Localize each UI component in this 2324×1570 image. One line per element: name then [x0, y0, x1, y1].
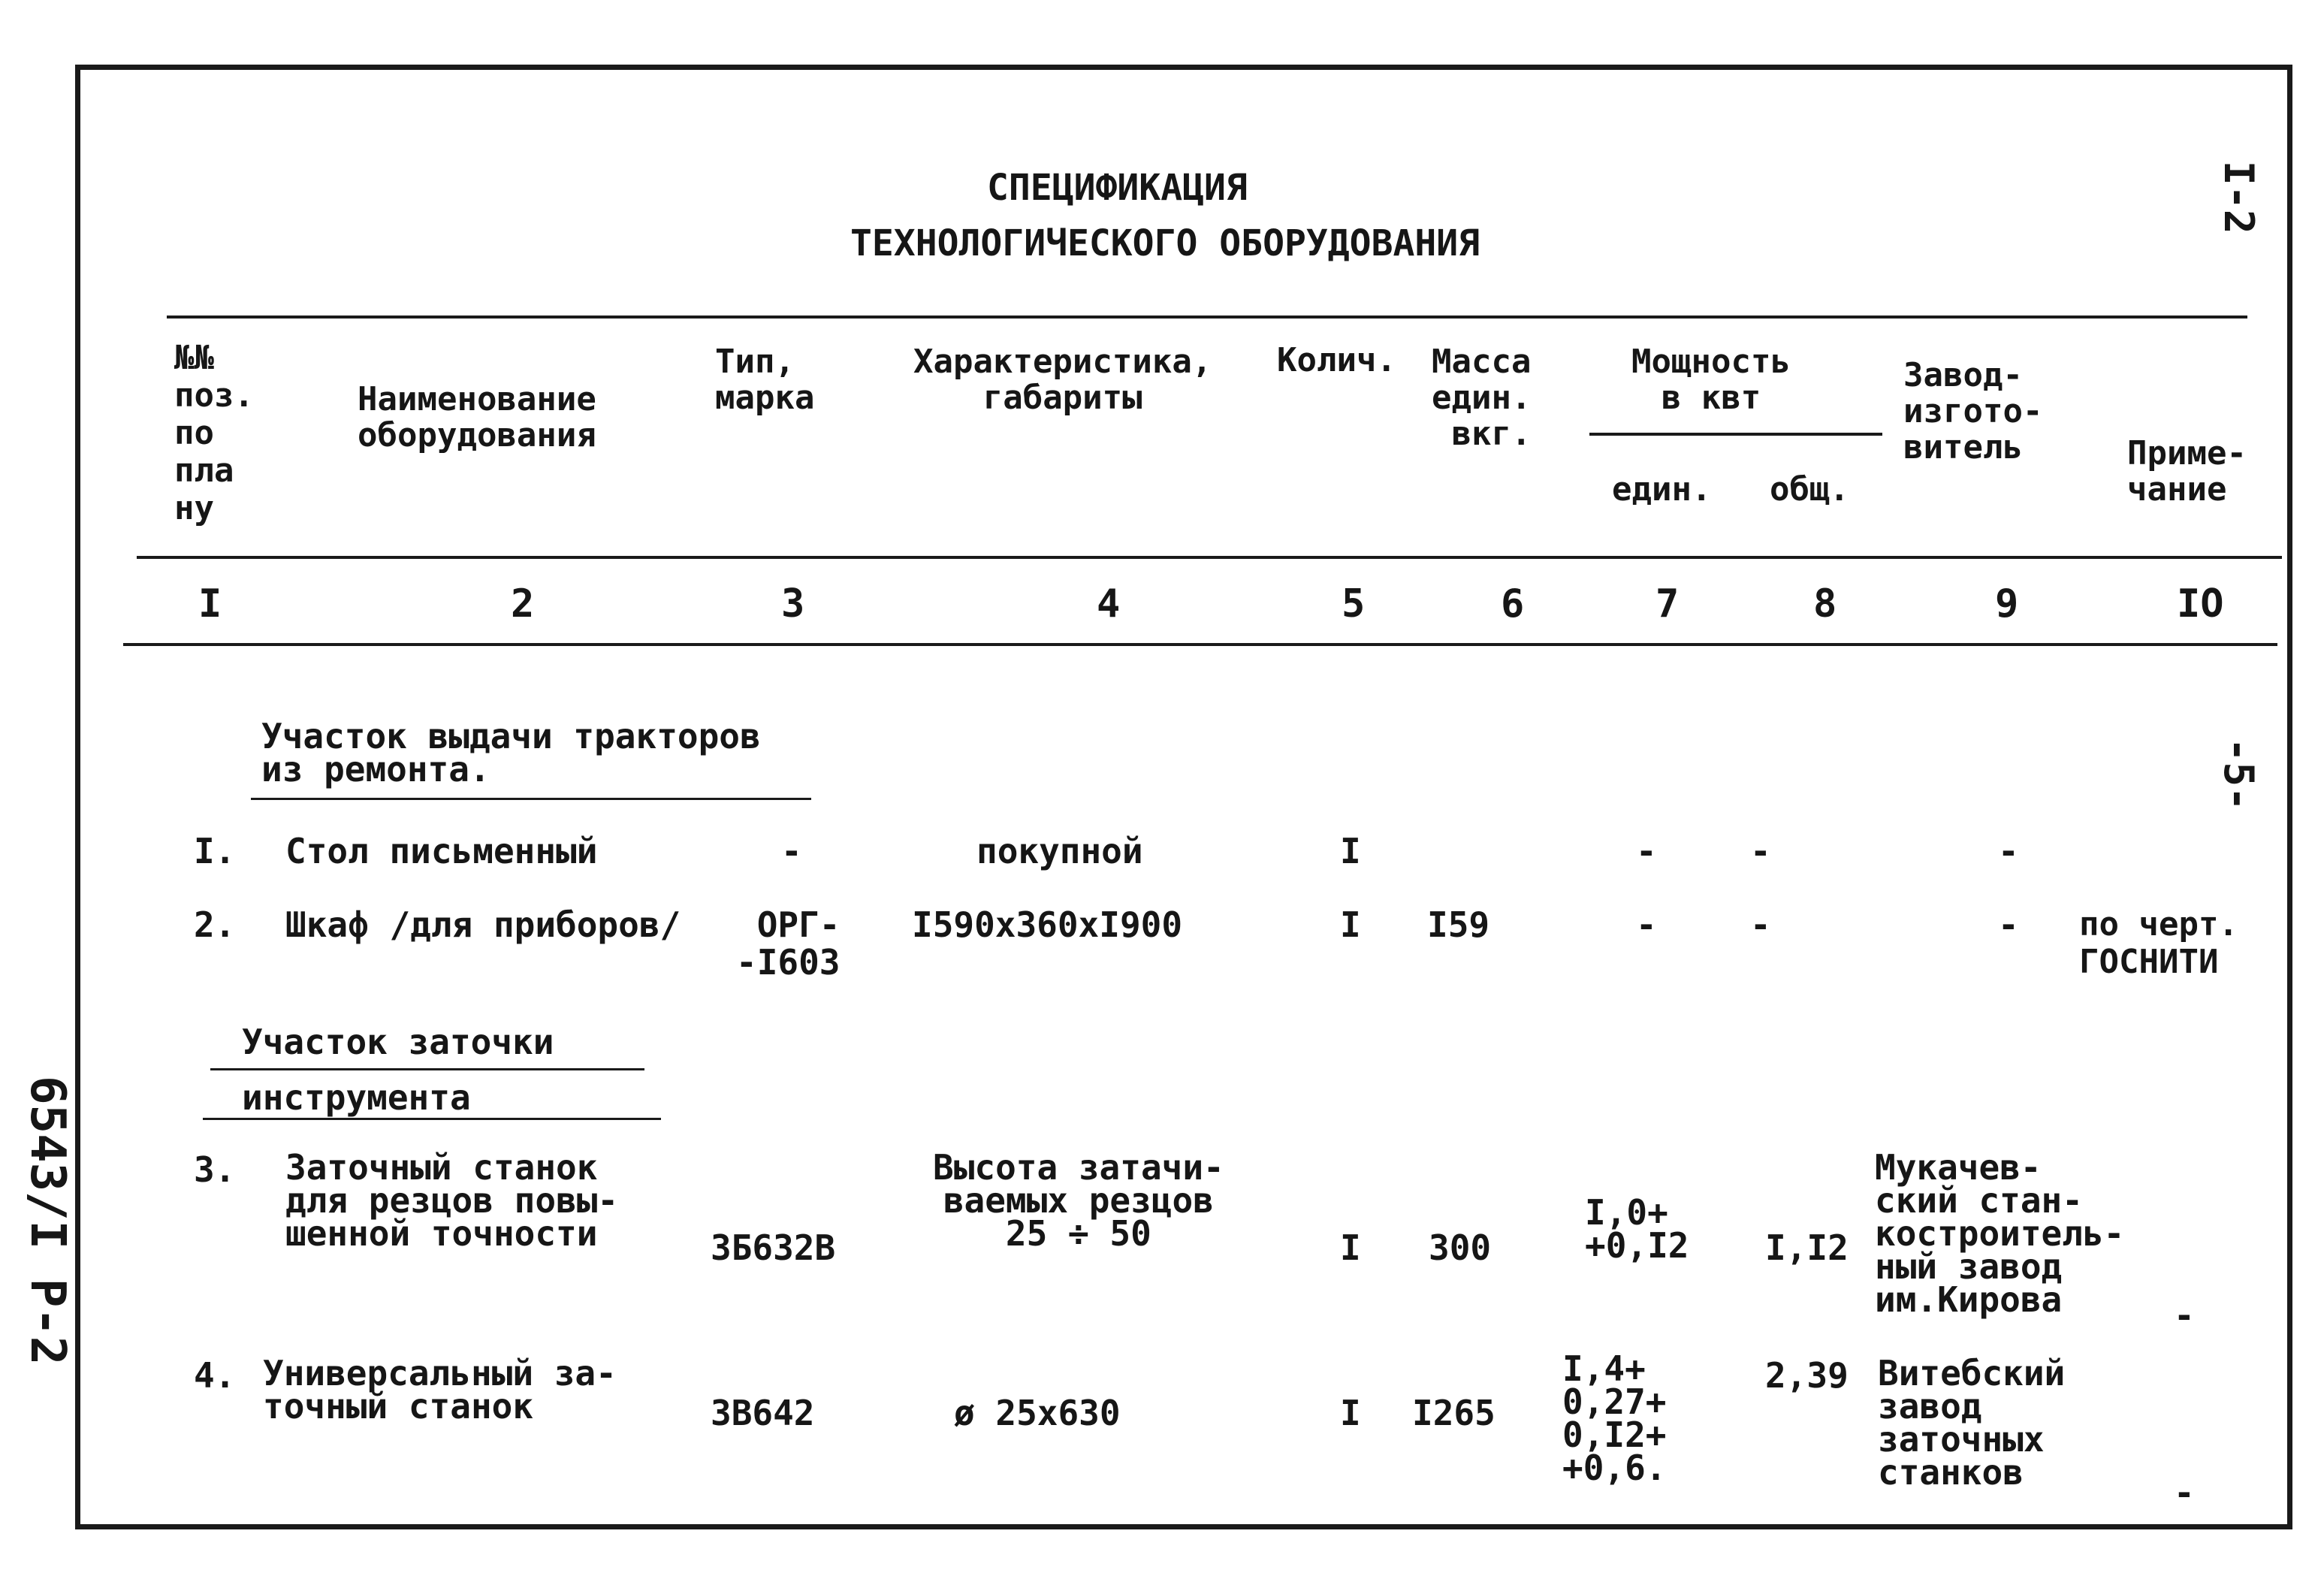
header-col-qty: Колич.	[1277, 341, 1396, 379]
row3-type: 3Б632В	[711, 1227, 836, 1268]
row1-spec: покупной	[976, 831, 1143, 871]
header-col-power-unit: един.	[1612, 470, 1712, 509]
row2-pos: 2.	[194, 904, 236, 945]
col-number-5: 5	[1342, 581, 1366, 626]
section-underline-sharpening-2	[203, 1118, 661, 1120]
col-number-7: 7	[1655, 581, 1680, 626]
row4-note: -	[2174, 1472, 2195, 1513]
title-line-2: ТЕХНОЛОГИЧЕСКОГО ОБОРУДОВАНИЯ	[850, 222, 1480, 264]
row4-qty: I	[1340, 1393, 1361, 1433]
title-line-1: СПЕЦИФИКАЦИЯ	[987, 167, 1248, 209]
row1-pos: I.	[194, 831, 236, 871]
column-number-rule	[123, 643, 2277, 646]
row2-qty: I	[1340, 904, 1361, 945]
row3-note: -	[2174, 1295, 2195, 1336]
col-number-3: 3	[781, 581, 805, 626]
col-number-10: IO	[2177, 581, 2224, 626]
header-col-power-total: общ.	[1770, 470, 1849, 509]
row4-maker: Витебский завод заточных станков	[1878, 1353, 2066, 1493]
row4-spec: ø 25x630	[954, 1393, 1121, 1433]
col-number-4: 4	[1097, 581, 1121, 626]
header-col-name: Наименование оборудования	[358, 380, 596, 454]
header-col-type: Тип, марка	[715, 343, 815, 417]
row1-name: Стол письменный	[285, 831, 598, 871]
row3-power-unit: I,0+ +0,I2	[1585, 1192, 1689, 1266]
row4-mass: I265	[1412, 1393, 1496, 1433]
row4-power-unit: I,4+ 0,27+ 0,I2+ +0,6.	[1562, 1348, 1667, 1488]
row3-pos: 3.	[194, 1149, 236, 1190]
col-number-8: 8	[1813, 581, 1837, 626]
row4-power-total: 2,39	[1765, 1355, 1849, 1396]
row2-name: Шкаф /для приборов/	[285, 904, 681, 945]
row2-maker: -	[1998, 904, 2019, 945]
header-col-mass: Масса един. вкг.	[1432, 343, 1532, 453]
header-col-note: Приме- чание	[2127, 434, 2247, 509]
header-top-rule	[167, 316, 2247, 319]
header-col-maker: Завод- изгото- витель	[1903, 356, 2043, 466]
row3-power-total: I,I2	[1765, 1227, 1849, 1268]
row2-note: по черт. ГОСНИТИ	[2079, 905, 2238, 981]
header-col-power: Мощность в квт	[1631, 343, 1791, 417]
header-col-spec: Характеристика, габариты	[913, 343, 1212, 417]
row4-pos: 4.	[194, 1355, 236, 1396]
section-title-delivery: Участок выдачи тракторов из ремонта.	[261, 716, 761, 790]
header-bottom-rule	[137, 556, 2282, 559]
row1-maker: -	[1998, 831, 2019, 871]
header-col-pos: №№ поз. по пла ну	[174, 339, 254, 527]
col-number-6: 6	[1501, 581, 1525, 626]
col-number-1: I	[198, 581, 222, 626]
row3-maker: Мукачев- ский стан- костроитель- ный завод им.Кирова	[1875, 1147, 2125, 1320]
row3-mass: 300	[1429, 1227, 1492, 1268]
row2-power-total: -	[1750, 904, 1771, 945]
archive-number-mark: 6543/I P-2	[20, 1076, 75, 1366]
section-underline-sharpening-1	[210, 1068, 644, 1070]
row1-type: -	[781, 831, 802, 871]
row4-name: Универсальный за- точный станок	[263, 1353, 617, 1427]
power-sub-rule	[1589, 433, 1882, 436]
row4-type: 3В642	[711, 1393, 815, 1433]
row3-qty: I	[1340, 1227, 1361, 1268]
row3-spec: Высота затачи- ваемых резцов 25 ÷ 50	[933, 1147, 1224, 1254]
page-number-mark: -5-	[2215, 738, 2262, 811]
row1-power-unit: -	[1636, 831, 1657, 871]
row2-power-unit: -	[1636, 904, 1657, 945]
row2-spec: I590x360xI900	[912, 904, 1183, 945]
row2-mass: I59	[1427, 904, 1490, 945]
row3-name: Заточный станок для резцов повы- шенной точности	[285, 1147, 619, 1254]
row1-power-total: -	[1750, 831, 1771, 871]
row1-qty: I	[1340, 831, 1361, 871]
col-number-9: 9	[1995, 581, 2019, 626]
section-title-sharpening-1: Участок заточки	[242, 1022, 554, 1062]
section-underline-delivery	[251, 798, 811, 800]
row2-type: ОРГ- -I603	[736, 904, 841, 983]
sheet-number-mark: I-2	[2215, 161, 2262, 234]
col-number-2: 2	[511, 581, 535, 626]
section-title-sharpening-2: инструмента	[242, 1077, 471, 1118]
